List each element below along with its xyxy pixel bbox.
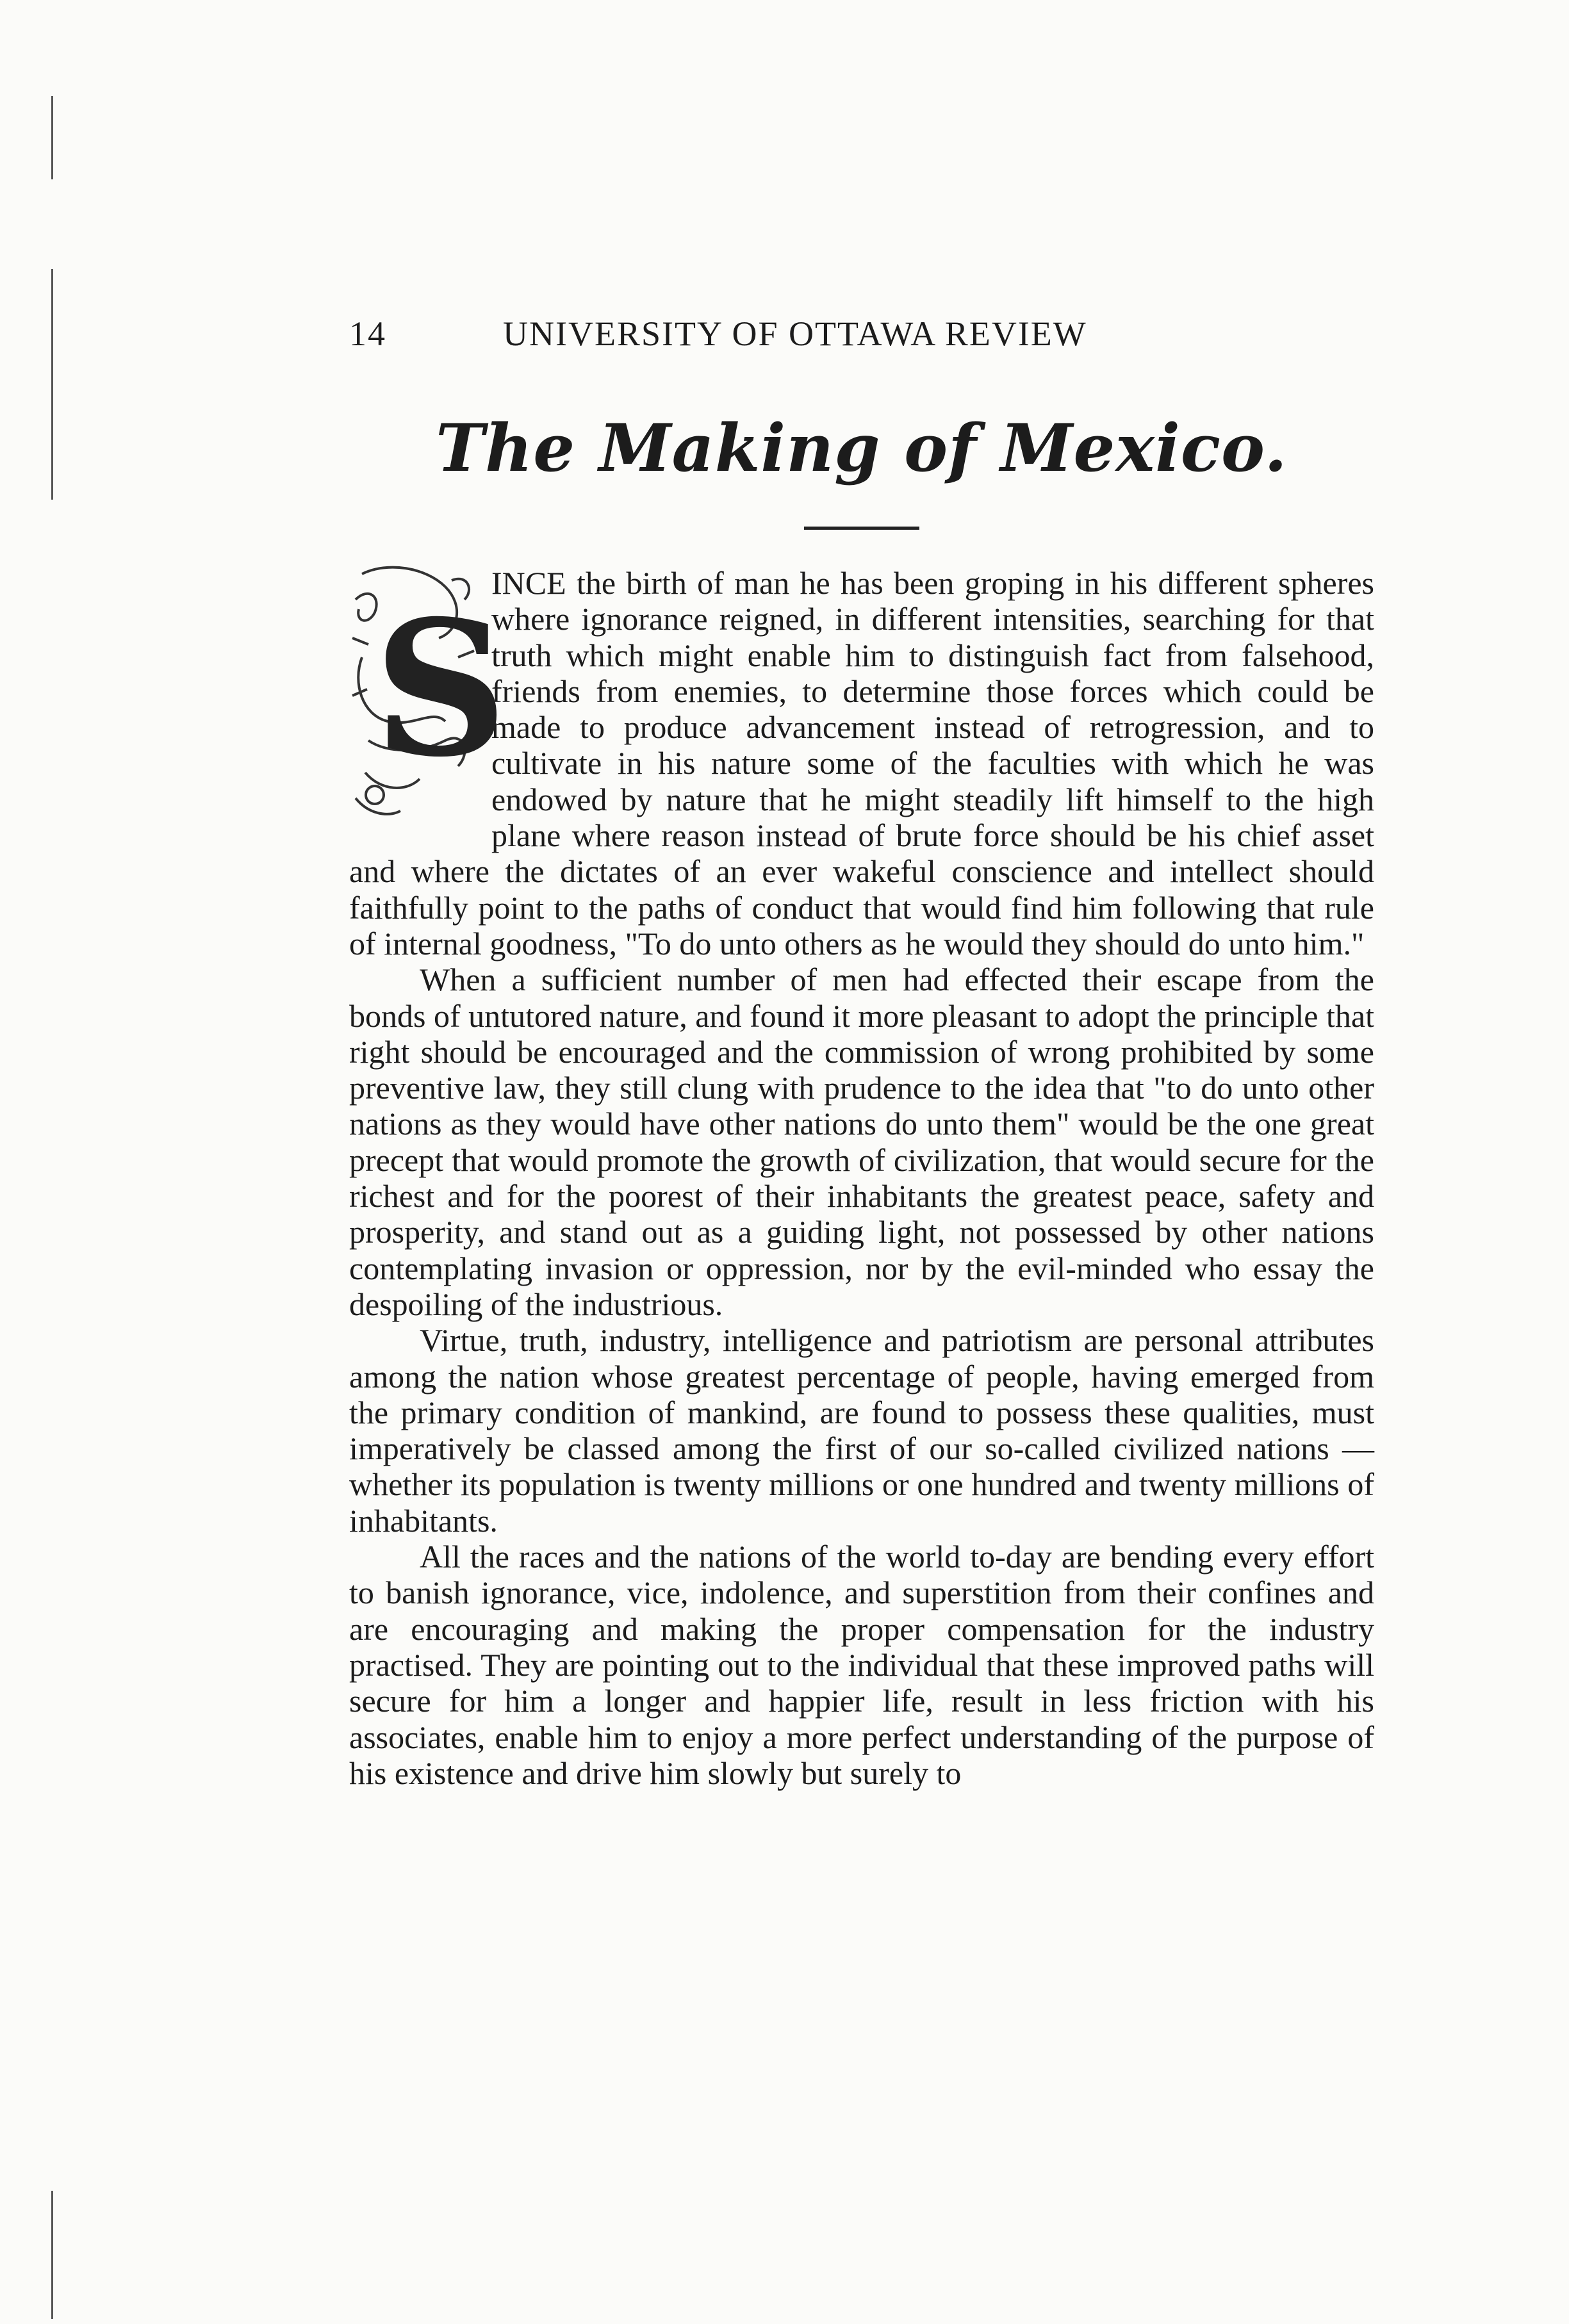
scan-edge-mark — [51, 269, 53, 500]
article-body — [349, 565, 1374, 1791]
journal-title: UNIVERSITY OF OTTAWA REVIEW — [503, 315, 1087, 353]
running-head — [349, 314, 1374, 365]
scan-edge-mark — [51, 2191, 53, 2319]
title-rule — [804, 527, 919, 530]
paragraph: Virtue, truth, industry, intelligence and patriotism are personal attributes among the nation whose greatest percentage of people, having emerged from the primary condition of mankind, are found to possess these qualities, must imperatively be classed among the first of our so-called civilized nations — whether its population is twenty millions or one hundred and twenty millions of inhabitants. — [349, 1322, 1374, 1539]
page-number: 14 — [349, 315, 386, 353]
paragraph: All the races and the nations of the world to-day are bending every effort to banish ignorance, vice, indolence, and superstition from their confines and are encouraging and making the proper compensation for the industry practised. They are pointing out to the individual that these improved paths will secure for him a longer and happier life, result in less friction with his associates, enable him to enjoy a more perfect understanding of the purpose of his existence and drive him slowly but surely to — [349, 1539, 1374, 1791]
scan-edge-mark — [51, 96, 53, 179]
document-page — [349, 314, 1374, 1791]
paragraph: INCE the birth of man he has been groping in his different spheres where ignorance reigned, in different intensities, searching for that truth which might enable him to distinguish fact from falsehood, friends from enemies, to determine those forces which could be made to produce advancement instead of retrogression, and to cultivate in his nature some of the faculties with which he was endowed by nature that he might steadily lift himself to the high plane where reason instead of brute force should be his chief asset and where the dictates of an ever wakeful conscience and intellect should faithfully point to the paths of conduct that would find him following that rule of internal goodness, "To do unto others as he would they should do unto him." — [349, 565, 1374, 962]
drop-cap — [349, 561, 508, 830]
paragraph: When a sufficient number of men had effected their escape from the bonds of untutored nature, and found it more pleasant to adopt the principle that right should be encouraged and the commission of wrong prohibited by some preventive law, they still clung with prudence to the idea that "to do unto other nations as they would have other nations do unto them" would be the one great precept that would promote the growth of civilization, that would secure for the richest and for the poorest of their inhabitants the greatest peace, safety and prosperity, and stand out as a guiding light, not possessed by other nations contemplating invasion or oppression, nor by the evil-minded who essay the despoiling of the industrious. — [349, 962, 1374, 1322]
article-title: The Making of Mexico. — [436, 410, 1288, 487]
drop-cap-letter: S — [374, 580, 508, 798]
